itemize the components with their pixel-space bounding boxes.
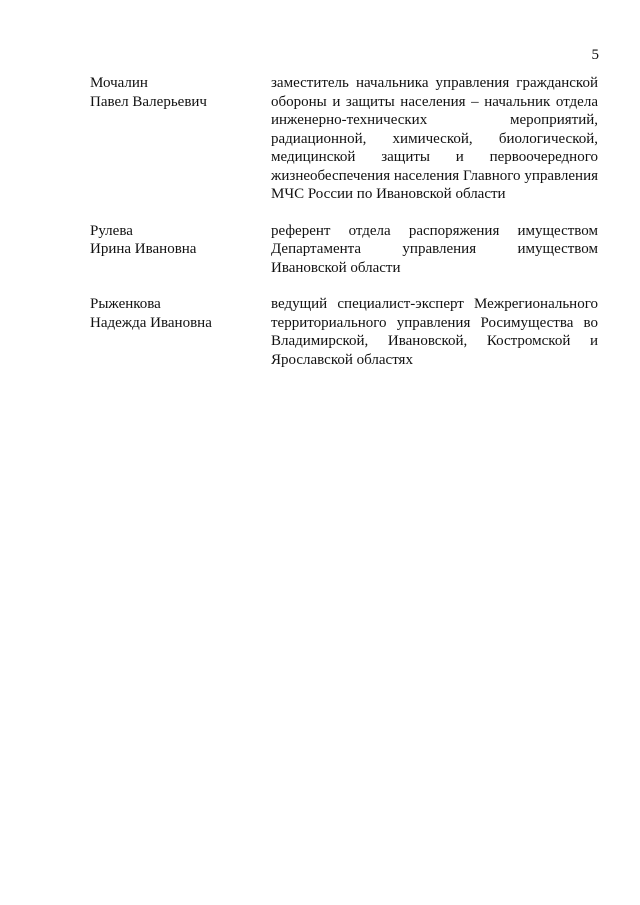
page-number: 5 bbox=[591, 47, 599, 63]
member-given-names: Павел Валерьевич bbox=[90, 93, 207, 110]
member-list bbox=[90, 74, 598, 387]
member-surname: Мочалин bbox=[90, 75, 148, 91]
member-name bbox=[90, 295, 271, 369]
member-name bbox=[90, 74, 271, 204]
member-surname: Рулева bbox=[90, 222, 133, 239]
member-position: ведущий специалист-эксперт Межрегионального территориального управления Росимущества во Владимирской, Ивановской, Костромской и Ярославской областях bbox=[271, 296, 598, 368]
member-given-names: Ирина Ивановна bbox=[90, 241, 197, 257]
member-surname: Рыженкова bbox=[90, 296, 161, 312]
member-position: заместитель начальника управления гражданской обороны и защиты населения – начальник отдела инженерно-технических мероприятий, радиационной, химической, биологической, медицинской защиты и первоочередного жизнеобеспечения населения Главного управления МЧС России по Ивановской области bbox=[271, 75, 598, 202]
member-entry-ryzhenkova bbox=[90, 295, 598, 369]
member-given-names: Надежда Ивановна bbox=[90, 314, 212, 331]
member-entry-mochalin bbox=[90, 74, 598, 204]
member-entry-ruleva bbox=[90, 222, 598, 278]
member-name bbox=[90, 222, 271, 278]
member-position: референт отдела распоряжения имуществом Департамента управления имуществом Ивановской области bbox=[271, 222, 598, 276]
